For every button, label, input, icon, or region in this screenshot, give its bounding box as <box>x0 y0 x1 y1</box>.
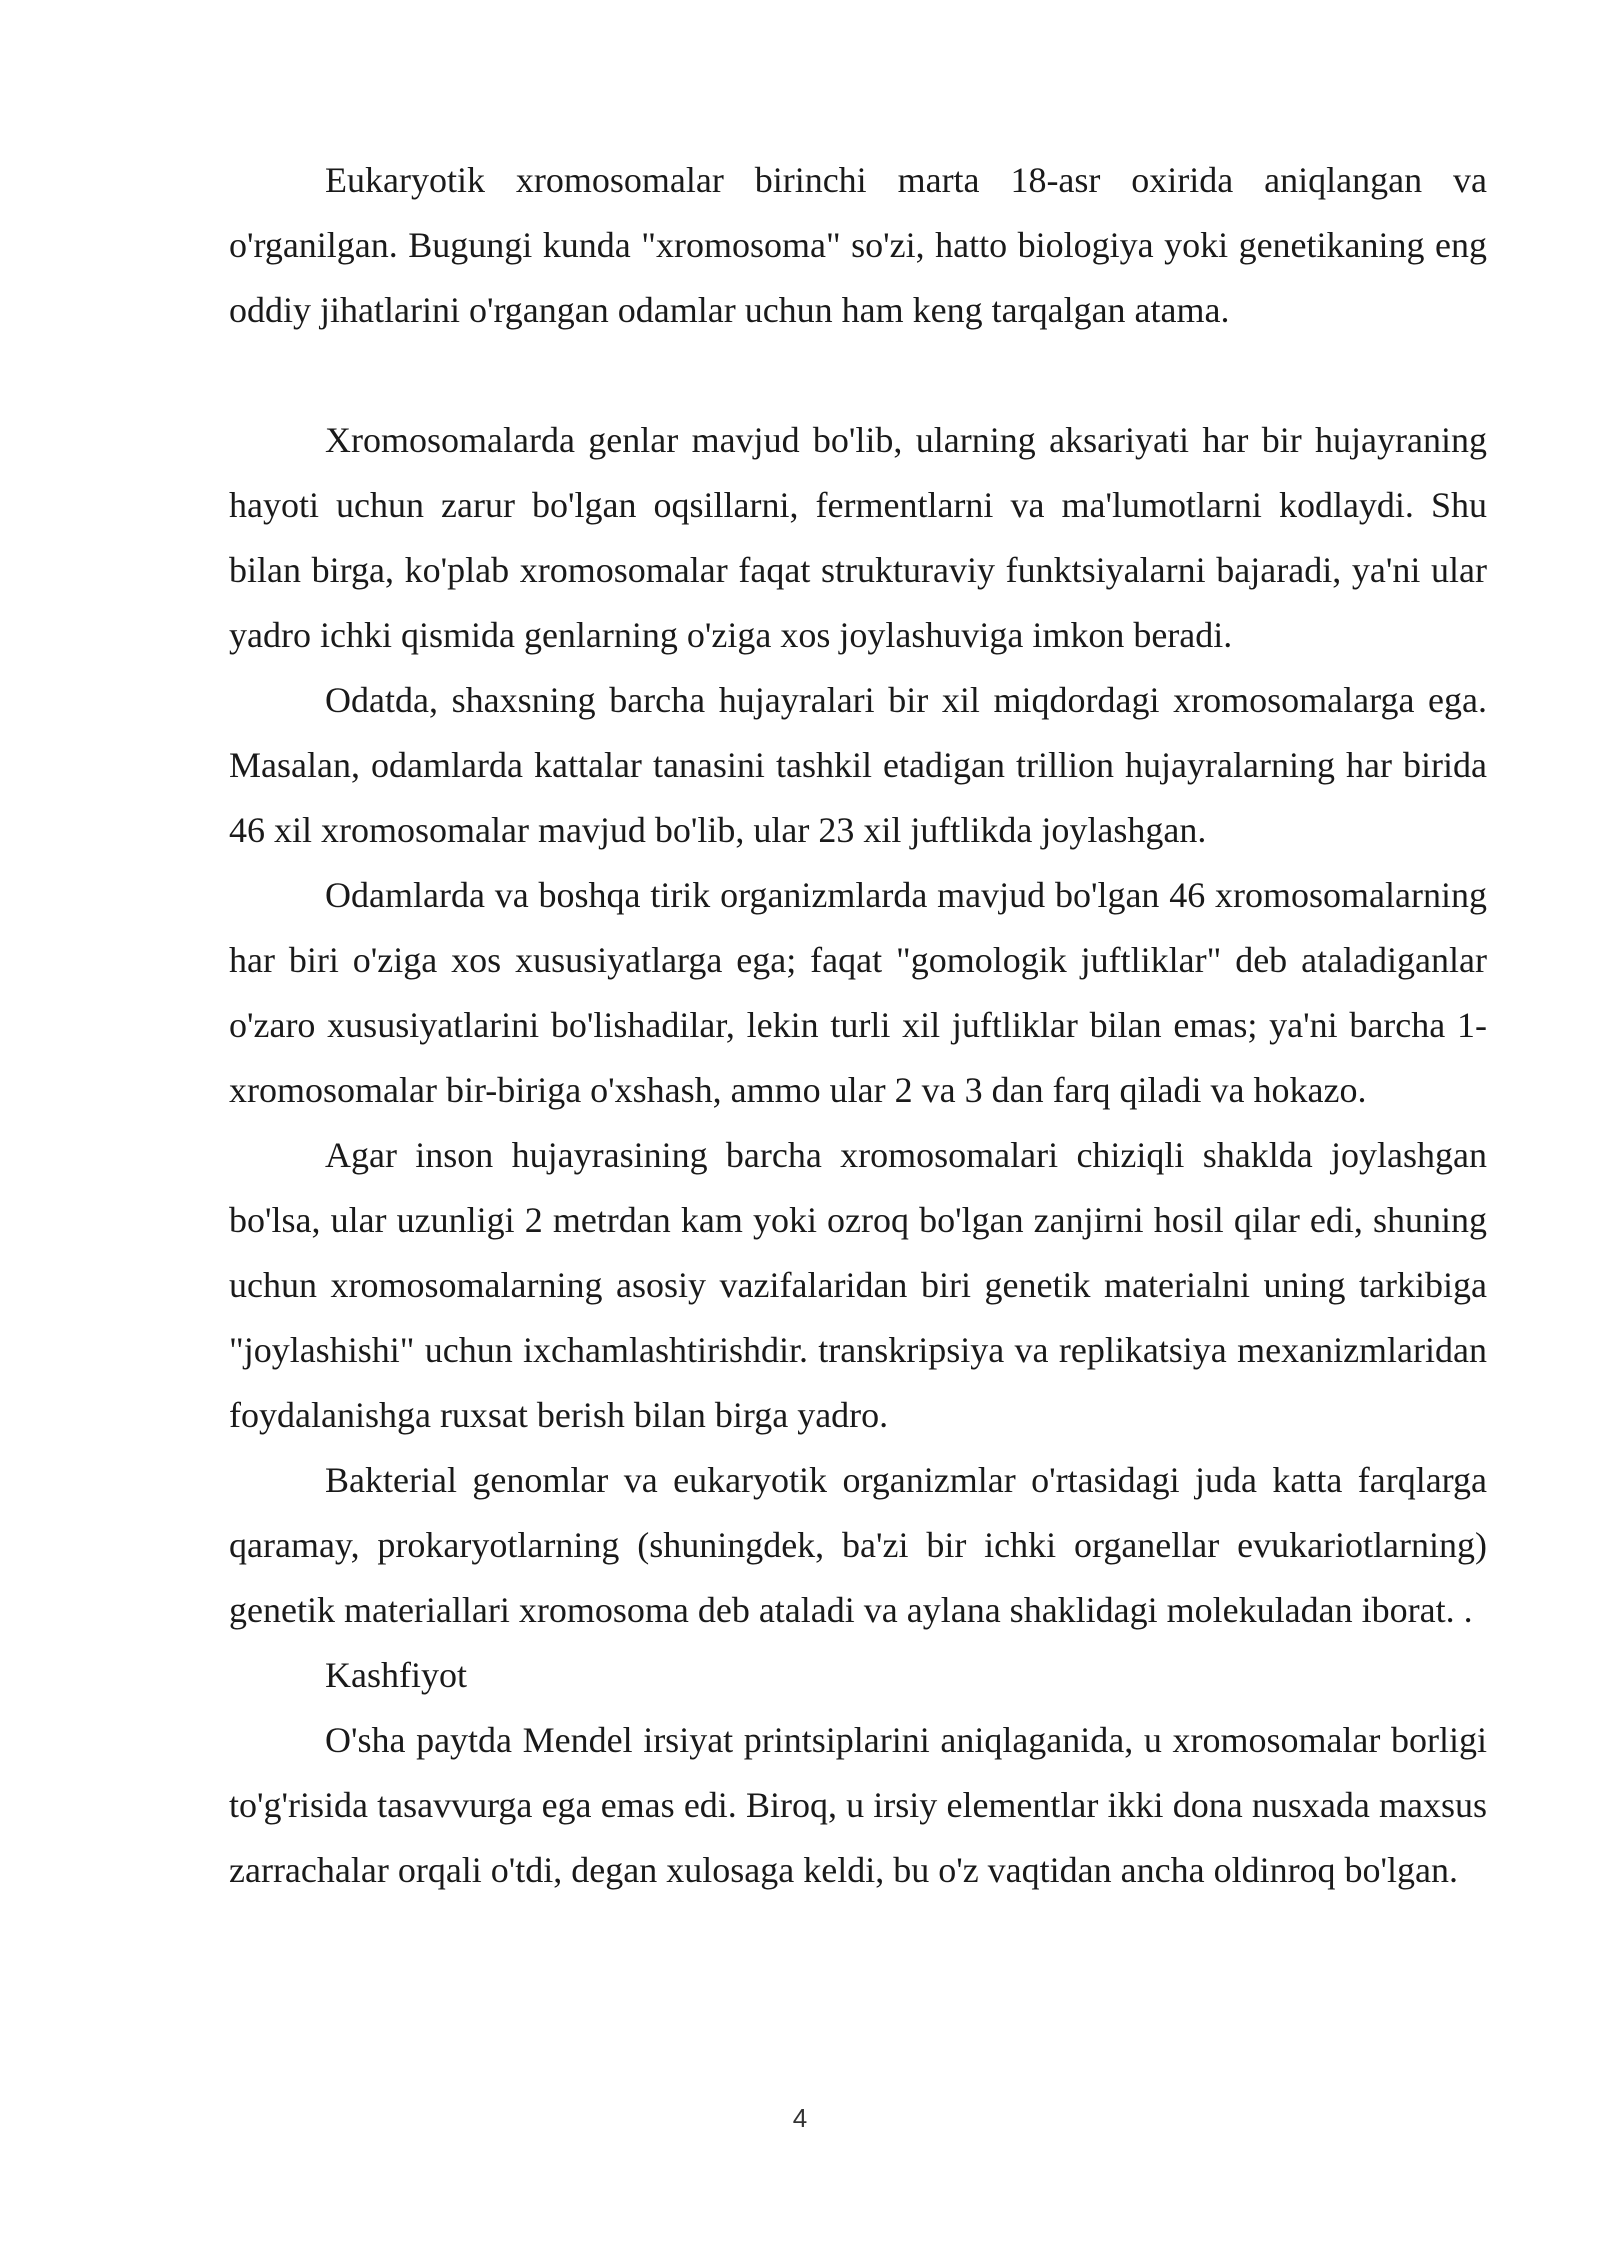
document-page <box>229 148 1487 1903</box>
section-heading: Kashfiyot <box>325 1655 467 1695</box>
paragraph-3: Odatda, shaxsning barcha hujayralari bir xil miqdordagi xromosomalarga ega. Masalan, odamlarda kattalar tanasini tashkil etadigan trillion hujayralarning har birida 46 xil xromosomalar mavjud bo'lib, ular 23 xil juftlikda joylashgan. <box>229 680 1487 850</box>
page-number: 4 <box>792 2103 808 2133</box>
paragraph-7: O'sha paytda Mendel irsiyat printsiplarini aniqlaganida, u xromosomalar borligi to'g'risida tasavvurga ega emas edi. Biroq, u irsiy elementlar ikki dona nusxada maxsus zarrachalar orqali o'tdi, degan xulosaga keldi, bu o'z vaqtidan ancha oldinroq bo'lgan. <box>229 1720 1487 1890</box>
paragraph-6: Bakterial genomlar va eukaryotik organizmlar o'rtasidagi juda katta farqlarga qaramay, prokaryotlarning (shuningdek, ba'zi bir ichki organellar evukariotlarning) genetik materiallari xromosoma deb ataladi va aylana shaklidagi molekuladan iborat. . <box>229 1460 1487 1630</box>
paragraph-5: Agar inson hujayrasining barcha xromosomalari chiziqli shaklda joylashgan bo'lsa, ular uzunligi 2 metrdan kam yoki ozroq bo'lgan zanjirni hosil qilar edi, shuning uchun xromosomalarning asosiy vazifalaridan biri genetik materialni uning tarkibiga "joylashishi" uchun ixchamlashtirishdir. transkripsiya va replikatsiya mexanizmlaridan foydalanishga ruxsat berish bilan birga yadro. <box>229 1135 1487 1435</box>
paragraph-1: Eukaryotik xromosomalar birinchi marta 18-asr oxirida aniqlangan va o'rganilgan. Bugungi kunda "xromosoma" so'zi, hatto biologiya yoki genetikaning eng oddiy jihatlarini o'rgangan odamlar uchun ham keng tarqalgan atama. <box>229 160 1487 330</box>
paragraph-2: Xromosomalarda genlar mavjud bo'lib, ularning aksariyati har bir hujayraning hayoti uchun zarur bo'lgan oqsillarni, fermentlarni va ma'lumotlarni kodlaydi. Shu bilan birga, ko'plab xromosomalar faqat strukturaviy funktsiyalarni bajaradi, ya'ni ular yadro ichki qismida genlarning o'ziga xos joylashuviga imkon beradi. <box>229 420 1487 655</box>
paragraph-spacer <box>229 343 1487 408</box>
paragraph-4: Odamlarda va boshqa tirik organizmlarda mavjud bo'lgan 46 xromosomalarning har biri o'ziga xos xususiyatlarga ega; faqat "gomologik juftliklar" deb ataladiganlar o'zaro xususiyatlarini bo'lishadilar, lekin turli xil juftliklar bilan emas; ya'ni barcha 1-xromosomalar bir-biriga o'xshash, ammo ular 2 va 3 dan farq qiladi va hokazo. <box>229 875 1487 1110</box>
